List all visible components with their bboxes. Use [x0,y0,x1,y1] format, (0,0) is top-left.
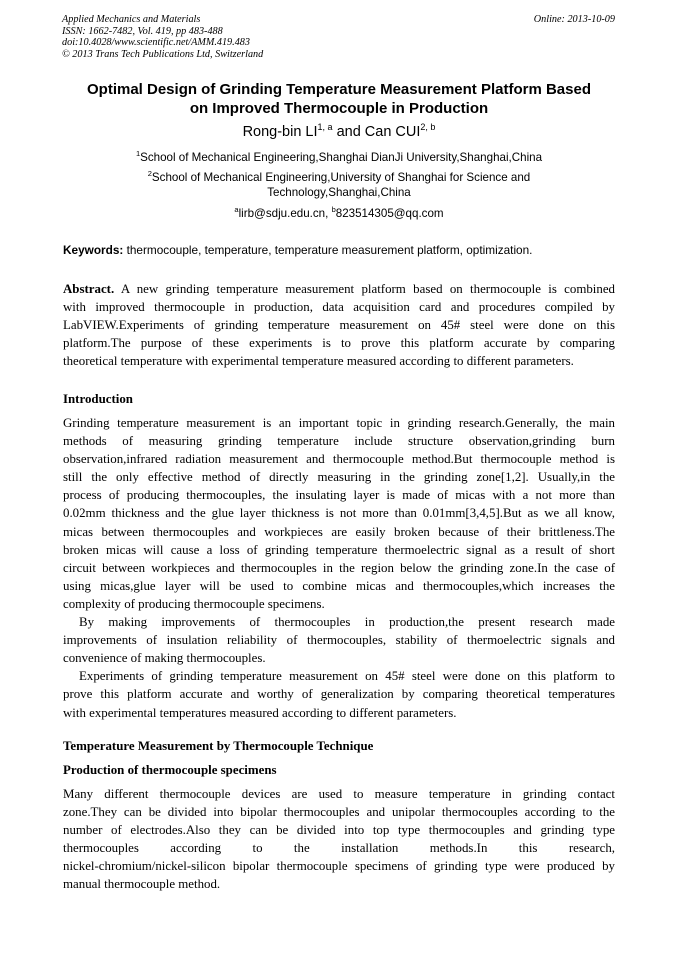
author-1: Rong-bin LI [242,124,318,140]
intro-line: convenience of making thermocouples. [63,651,266,666]
intro-line: circuit between workpieces and thermocouples in the region below the grinding zone.In the case of [63,560,615,575]
subsection-heading-production: Production of thermocouple specimens [63,763,277,777]
email-a[interactable]: lirb@sdju.edu.cn, [238,207,332,220]
email-b[interactable]: 823514305@qq.com [335,207,444,220]
author-2-superscript: 2, b [420,122,436,132]
abstract-line: platform.The purpose of these experiments is to prove this platform accurate by comparing [63,336,615,351]
production-line: thermocouples according to the installation methods.In this research, [63,841,615,856]
journal-name: Applied Mechanics and Materials [62,14,201,25]
production-line: number of electrodes.Also they can be divided into top type thermocouples and grinding type [63,823,615,838]
production-line: Many different thermocouple devices are used to measure temperature in grinding contact [63,787,615,801]
section-heading-temperature-measurement: Temperature Measurement by Thermocouple Technique [63,739,374,753]
abstract-line: theoretical temperature with experimental temperature measured according to different parameters. [63,354,574,369]
intro-line: Experiments of grinding temperature measurement on 45# steel were done on this platform to [79,669,615,684]
abstract-line: with improved thermocouple in production, data acquisition card and procedures compiled by [63,300,615,315]
title-line-1: Optimal Design of Grinding Temperature Measurement Platform Based [87,81,591,98]
affiliation-1-superscript: 1 [135,149,141,158]
intro-line: methods of measuring grinding temperature include structure observation,grinding burn [63,434,615,449]
intro-line: observation,infrared radiation measurement and thermocouple method.But thermocouple method is [63,452,615,467]
email-b-superscript: b [331,205,336,214]
abstract-line: Abstract. A new grinding temperature measurement platform based on thermocouple is combined [63,282,615,296]
production-line: zone.They can be divided into bipolar thermocouples and unipolar thermocouples according to the [63,805,615,820]
abstract-label: Abstract. [63,282,115,296]
affiliation-2 [40,170,638,200]
paper-title [40,80,638,118]
author-2: Can CUI [364,124,421,140]
production-body [63,785,615,894]
affiliation-1 [40,150,638,165]
affiliation-2-line-1: School of Mechanical Engineering,University of Shanghai for Science and [151,171,531,184]
intro-line: micas between thermocouples and workpieces are easily broken because of their brittleness.The [63,524,615,539]
doi-line[interactable]: doi:10.4028/www.scientific.net/AMM.419.483 [62,37,250,49]
author-1-superscript: 1, a [317,122,333,132]
intro-line: 0.02mm thickness and the glue layer thickness is not more than 0.01mm[3,4,5].But as we all know, [63,506,615,521]
abstract-line: LabVIEW.Experiments of grinding temperature measurement on 45# steel were done on this [63,318,615,333]
intro-line: improvements of insulation reliability of thermocouples, stability of thermoelectric signals and [63,633,615,648]
intro-line: using micas,glue layer will be used to combine micas and thermocouples,which increases the [63,578,615,593]
email-line [40,206,638,221]
title-line-2: on Improved Thermocouple in Production [189,100,489,117]
intro-line: still the only effective method of directly measuring in the grinding zone[1,2]. Usually,in the [63,470,615,485]
journal-header [62,14,263,60]
production-line: manual thermocouple method. [63,877,221,892]
intro-line: complexity of producing thermocouple specimens. [63,596,325,611]
author-conjunction: and [332,124,365,140]
online-date: Online: 2013-10-09 [533,14,615,25]
copyright-line: © 2013 Trans Tech Publications Ltd, Switzerland [62,48,264,60]
email-a-superscript: a [234,205,239,214]
intro-line: broken micas will cause a loss of grinding temperature thermoelectric signal as a result of short [63,542,615,557]
keywords [63,243,615,258]
intro-line: By making improvements of thermocouples in production,the present research made [79,615,615,630]
introduction-body [63,414,615,722]
abstract [63,280,615,370]
intro-line: with experimental temperatures measured according to different parameters. [63,705,457,720]
affiliation-1-text: School of Mechanical Engineering,Shanghai DianJi University,Shanghai,China [140,151,543,164]
production-line: nickel-chromium/nickel-silicon bipolar thermocouple specimens of grinding type were produced by [63,859,615,874]
issn-line: ISSN: 1662-7482, Vol. 419, pp 483-488 [62,25,223,37]
keywords-text: thermocouple, temperature, temperature measurement platform, optimization. [123,243,533,257]
intro-line: prove this platform accurate and worthy of generalization by comparing theoretical temperatures [63,687,615,702]
affiliation-2-superscript: 2 [147,169,152,178]
author-line [40,123,638,141]
intro-line: process of producing thermocouples, the insulating layer is made of micas with a not more than [63,488,615,503]
affiliation-2-line-2: Technology,Shanghai,China [267,186,411,199]
intro-line: Grinding temperature measurement is an important topic in grinding research.Generally, the main [63,416,615,430]
introduction-heading: Introduction [63,392,133,406]
keywords-label: Keywords: [63,243,124,257]
